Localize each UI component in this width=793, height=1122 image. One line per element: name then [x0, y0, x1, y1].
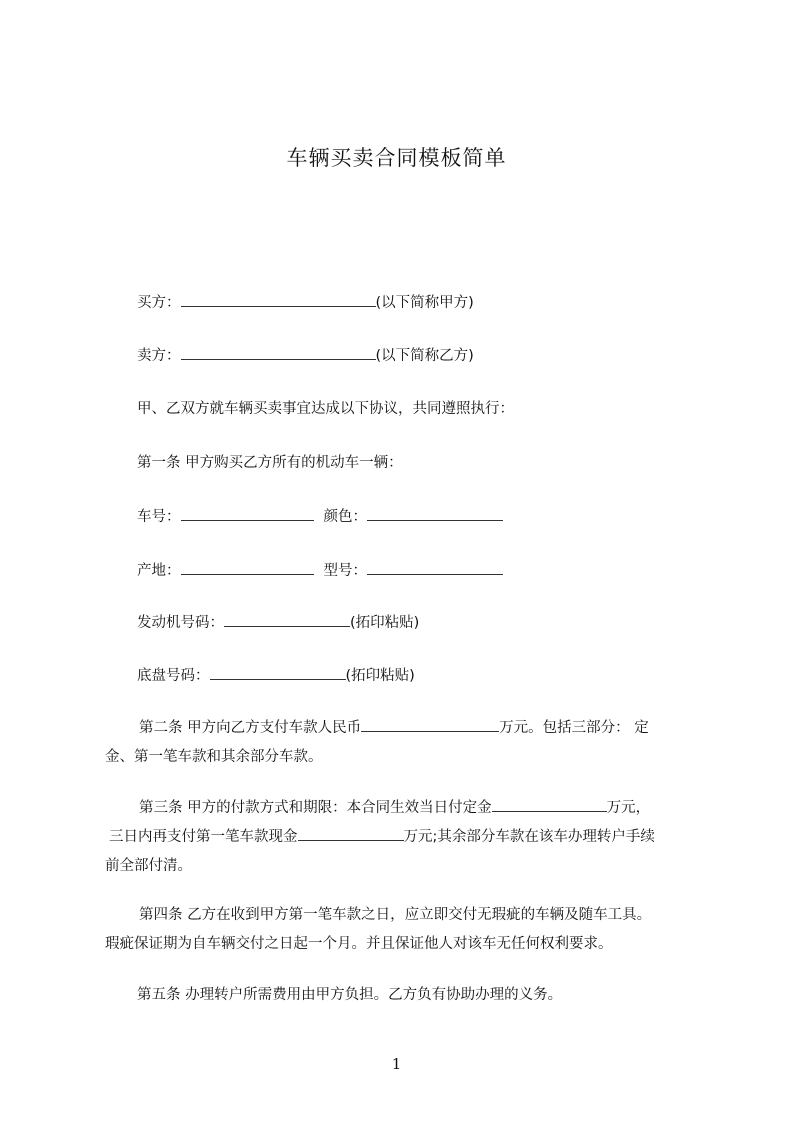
engine-blank	[224, 612, 350, 627]
deposit-blank	[492, 797, 607, 812]
document-title: 车辆买卖合同模板简单	[286, 146, 507, 170]
color-blank	[367, 506, 503, 521]
plate-blank	[181, 506, 314, 521]
color-label: 颜色：	[323, 509, 367, 525]
plate-color-line	[137, 506, 503, 527]
article-3	[105, 794, 700, 881]
seller-blank	[181, 345, 376, 360]
preamble: 甲、乙双方就车辆买卖事宜达成以下协议，共同遵照执行：	[137, 401, 514, 417]
chassis-note: (拓印粘贴)	[345, 668, 415, 684]
article-2-text-a: 第二条 甲方向乙方支付车款人民币	[139, 720, 362, 736]
chassis-label: 底盘号码：	[137, 668, 210, 684]
article-3-text-a: 第三条 甲方的付款方式和期限：本合同生效当日付定金	[139, 800, 492, 816]
plate-label: 车号：	[137, 509, 181, 525]
engine-note: (拓印粘贴)	[350, 615, 420, 631]
engine-label: 发动机号码：	[137, 615, 224, 631]
seller-line	[137, 345, 474, 366]
seller-note: (以下简称乙方)	[375, 348, 474, 364]
article-2-text-c: 金、第一笔车款和其余部分车款。	[105, 749, 323, 765]
page-number: 1	[391, 1055, 402, 1073]
article-1: 第一条 甲方购买乙方所有的机动车一辆：	[137, 455, 403, 471]
chassis-line	[137, 665, 415, 686]
article-2	[105, 714, 700, 772]
article-4-text-a: 第四条 乙方在收到甲方第一笔车款之日，应立即交付无瑕疵的车辆及随车工具。	[139, 907, 652, 923]
price-blank	[361, 717, 499, 732]
article-3-text-d: 万元;其余部分车款在该车办理转户手续	[403, 829, 655, 845]
article-3-text-b: 万元，	[606, 800, 651, 816]
article-4	[105, 901, 700, 959]
engine-line	[137, 612, 419, 633]
buyer-blank	[181, 292, 376, 307]
buyer-note: (以下简称甲方)	[375, 295, 474, 311]
seller-label: 卖方：	[137, 348, 181, 364]
model-blank	[367, 560, 503, 575]
article-3-text-c: 三日内再支付第一笔车款现金	[109, 829, 298, 845]
model-label: 型号：	[323, 563, 367, 579]
origin-label: 产地：	[137, 563, 181, 579]
buyer-line	[137, 292, 474, 313]
article-2-text-b: 万元。包括三部分： 定	[499, 720, 649, 736]
buyer-label: 买方：	[137, 295, 181, 311]
origin-blank	[181, 560, 314, 575]
chassis-blank	[210, 665, 346, 680]
origin-model-line	[137, 560, 503, 581]
first-payment-blank	[298, 826, 404, 841]
article-5: 第五条 办理转户所需费用由甲方负担。乙方负有协助办理的义务。	[137, 987, 563, 1003]
article-4-text-b: 瑕疵保证期为自车辆交付之日起一个月。并且保证他人对该车无任何权利要求。	[105, 936, 613, 952]
article-3-text-e: 前全部付清。	[105, 858, 192, 874]
